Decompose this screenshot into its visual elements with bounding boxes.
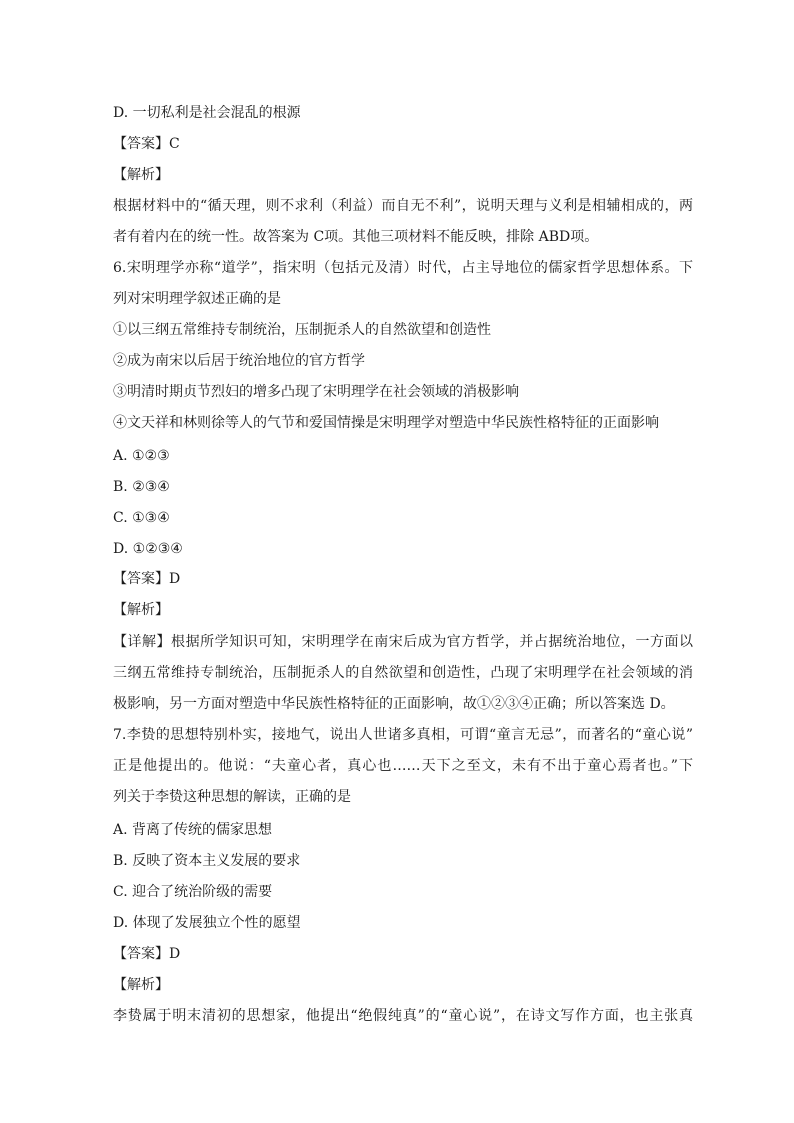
- option-c: C. ①③④: [113, 510, 170, 526]
- question-7-stem: 7.李贽的思想特别朴实，接地气，说出人世诸多真相，可谓“童言无忌”，而著名的“童心说”: [113, 727, 693, 743]
- question-7-stem: 列关于李贽这种思想的解读，正确的是: [113, 789, 351, 805]
- statement-2: ②成为南宋以后居于统治地位的官方哲学: [113, 353, 365, 369]
- option-b: B. ②③④: [113, 479, 170, 495]
- answer-label: 【答案】D: [113, 946, 181, 962]
- option-b: B. 反映了资本主义发展的要求: [113, 853, 301, 869]
- statement-4: ④文天祥和林则徐等人的气节和爱国情操是宋明理学对塑造中华民族性格特征的正面影响: [113, 415, 659, 431]
- analysis-text-line: 李贽属于明末清初的思想家，他提出“绝假纯真”的“童心说”，在诗文写作方面，也主张真: [113, 1008, 693, 1024]
- statement-3: ③明清时期贞节烈妇的增多凸现了宋明理学在社会领域的消极影响: [113, 384, 519, 400]
- option-d: D. 体现了发展独立个性的愿望: [113, 915, 301, 931]
- question-7-stem: 正是他提出的。他说：“夫童心者，真心也……天下之至文，未有不出于童心焉者也。”下: [113, 758, 693, 774]
- option-a: A. 背离了传统的儒家思想: [113, 822, 273, 838]
- answer-label: 【答案】D: [113, 571, 181, 587]
- question-6-stem: 列对宋明理学叙述正确的是: [113, 291, 281, 307]
- option-d-line: D. 一切私利是社会混乱的根源: [113, 105, 301, 121]
- analysis-label: 【解析】: [113, 602, 169, 618]
- analysis-text-line: 极影响，另一方面对塑造中华民族性格特征的正面影响，故①②③④正确；所以答案选 D。: [113, 696, 675, 712]
- answer-label: 【答案】C: [113, 136, 180, 152]
- analysis-label: 【解析】: [113, 167, 169, 183]
- option-d: D. ①②③④: [113, 541, 183, 557]
- question-6-stem: 6.宋明理学亦称“道学”，指宋明（包括元及清）时代，占主导地位的儒家哲学思想体系。下: [113, 260, 693, 276]
- statement-1: ①以三纲五常维持专制统治，压制扼杀人的自然欲望和创造性: [113, 322, 491, 338]
- option-a: A. ①②③: [113, 448, 170, 464]
- analysis-text-line: 根据材料中的“循天理，则不求利（利益）而自无不利”，说明天理与义利是相辅相成的，两: [113, 198, 693, 214]
- analysis-text-line: 三纲五常维持专制统治，压制扼杀人的自然欲望和创造性，凸现了宋明理学在社会领域的消: [113, 665, 693, 681]
- analysis-label: 【解析】: [113, 977, 169, 993]
- analysis-text-line: 者有着内在的统一性。故答案为 C项。其他三项材料不能反映，排除 ABD项。: [113, 229, 599, 245]
- analysis-text-line: 【详解】根据所学知识可知，宋明理学在南宋后成为官方哲学，并占据统治地位，一方面以: [113, 634, 693, 650]
- option-c: C. 迎合了统治阶级的需要: [113, 884, 273, 900]
